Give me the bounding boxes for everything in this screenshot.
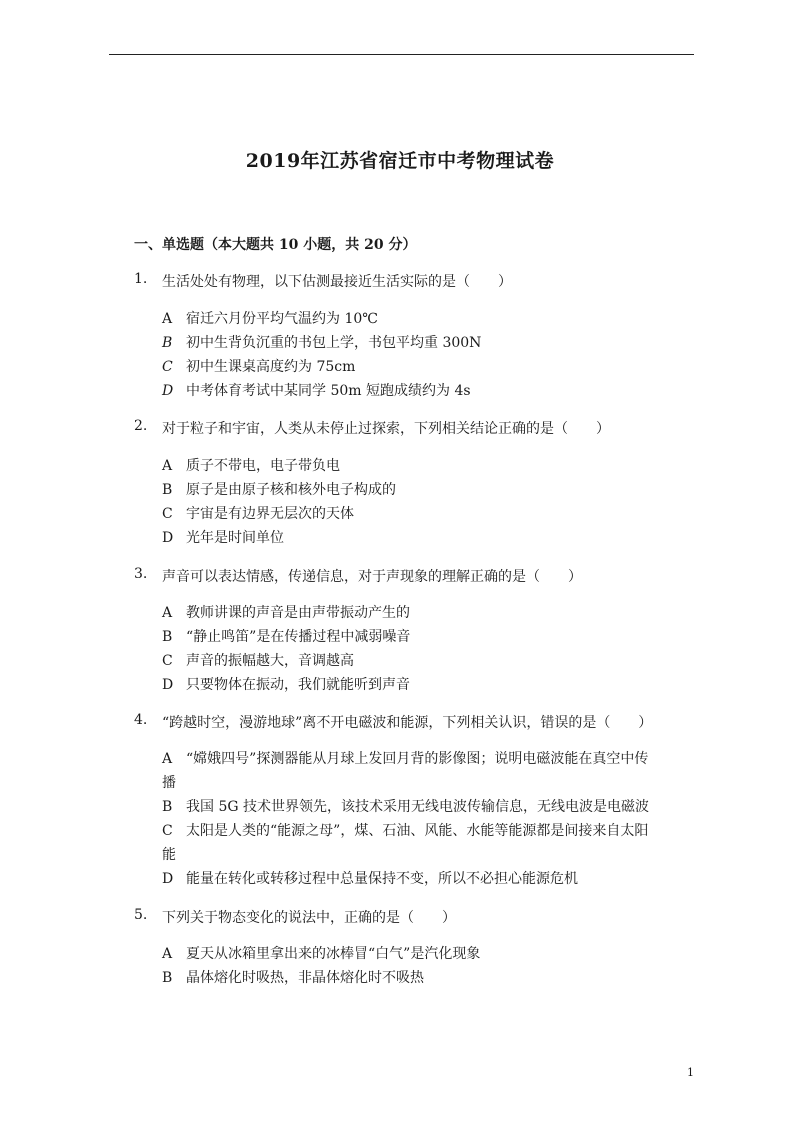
option-text-continued: 播 [162,775,176,791]
option-text: 能量在转化或转移过程中总量保持不变，所以不必担心能源危机 [186,871,578,887]
option-text: 原子是由原子核和核外电子构成的 [186,482,396,498]
question-stem: 生活处处有物理，以下估测最接近生活实际的是（ ） [162,274,512,290]
question-number: 4. [134,712,148,728]
option-5b[interactable] [162,966,662,990]
option-text: 教师讲课的声音是由声带振动产生的 [186,605,410,621]
option-3b[interactable] [162,625,662,649]
option-letter: D [162,677,174,693]
option-letter: A [162,605,173,621]
option-letter: B [162,970,173,986]
option-letter: B [162,629,173,645]
question-stem: 下列关于物态变化的说法中，正确的是（ ） [162,910,456,926]
option-3a[interactable] [162,601,662,625]
question-number: 2. [134,418,148,434]
option-letter: D [162,871,174,887]
question-number: 3. [134,566,148,582]
option-letter: D [162,530,174,546]
option-letter: D [162,383,174,399]
option-text: 只要物体在振动，我们就能听到声音 [186,677,410,693]
question-number: 1. [134,271,148,287]
page-number: 1 [687,1066,694,1079]
option-letter: A [162,458,173,474]
option-letter: A [162,946,173,962]
option-4c[interactable] [162,819,662,867]
option-2d[interactable] [162,526,662,550]
question-stem: 对于粒子和宇宙，人类从未停止过探索，下列相关结论正确的是（ ） [162,421,610,437]
option-3c[interactable] [162,649,662,673]
option-text: 夏天从冰箱里拿出来的冰棒冒“白气”是汽化现象 [186,946,481,962]
option-5a[interactable] [162,942,662,966]
page-title: 2019年江苏省宿迁市中考物理试卷 [245,150,555,172]
option-text: 质子不带电，电子带负电 [186,458,340,474]
option-text-continued: 能 [162,847,176,863]
option-3d[interactable] [162,673,662,697]
option-letter: C [162,359,173,375]
option-2a[interactable] [162,454,662,478]
option-2b[interactable] [162,478,662,502]
option-text: “静止鸣笛”是在传播过程中减弱噪音 [186,629,411,645]
option-letter: B [162,335,173,351]
option-letter: C [162,653,173,669]
option-text: 声音的振幅越大，音调越高 [186,653,354,669]
option-2c[interactable] [162,502,662,526]
option-text: 中考体育考试中某同学 50m 短跑成绩约为 4s [186,383,471,399]
option-text: 宇宙是有边界无层次的天体 [186,506,354,522]
option-1b[interactable] [162,331,662,355]
option-text: 晶体熔化时吸热，非晶体熔化时不吸热 [186,970,424,986]
section-heading: 一、单选题（本大题共 10 小题，共 20 分） [134,237,417,253]
option-letter: C [162,823,173,839]
question-number: 5. [134,907,148,923]
option-letter: A [162,751,173,767]
option-text: 太阳是人类的“能源之母”，煤、石油、风能、水能等能源都是间接来自太阳 [186,823,649,839]
header-rule [109,54,694,55]
option-text: 光年是时间单位 [186,530,284,546]
option-4b[interactable] [162,795,662,819]
option-text: 宿迁六月份平均气温约为 10℃ [186,311,378,327]
option-letter: B [162,799,173,815]
option-text: 初中生课桌高度约为 75cm [186,359,356,375]
option-1a[interactable] [162,307,662,331]
option-4d[interactable] [162,867,662,891]
option-letter: C [162,506,173,522]
question-stem: “跨越时空，漫游地球”离不开电磁波和能源，下列相关认识，错误的是（ ） [162,715,653,731]
option-1d[interactable] [162,379,662,403]
option-1c[interactable] [162,355,662,379]
option-text: “嫦娥四号”探测器能从月球上发回月背的影像图；说明电磁波能在真空中传 [186,751,649,767]
option-letter: B [162,482,173,498]
option-text: 我国 5G 技术世界领先，该技术采用无线电波传输信息，无线电波是电磁波 [186,799,649,815]
option-text: 初中生背负沉重的书包上学，书包平均重 300N [186,335,482,351]
option-4a[interactable] [162,747,662,795]
question-stem: 声音可以表达情感，传递信息，对于声现象的理解正确的是（ ） [162,569,582,585]
option-letter: A [162,311,173,327]
